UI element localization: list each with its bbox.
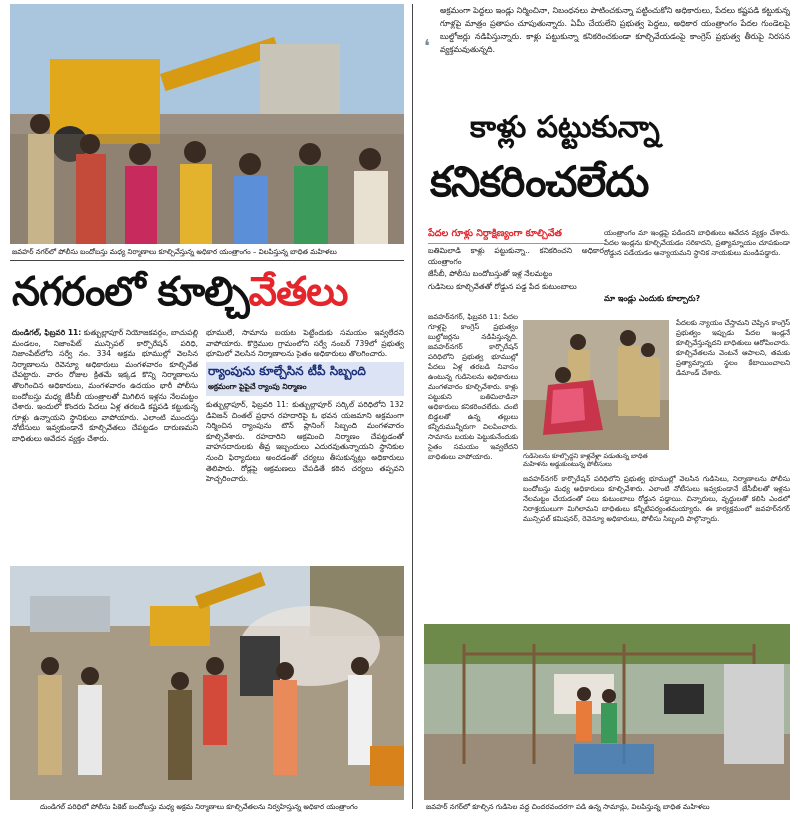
- woman-pleading-image: [523, 320, 669, 450]
- right-story-lower-text: జవహర్‌నగర్ కార్పొరేషన్ పరిధిలోని ప్రభుత్వ భూముల్లో వెలసిన గుడిసెలు, నిర్మాణాలను పోలీసు బందోబస్తు మధ్య అధికారులు కూల్చివేశారు. ఎలాంటి నోటీసులు ఇవ్వకుండానే జేసీబీలతో ఇళ్లను నేలమట్టం చేయడంతో పలు కుటుంబాలు రోడ్డున పడ్డాయి. చిన్నారులు, వృద్ధులతో కలిసి ఎండలో నిరాశ్రయులుగా మిగిలామని బాధితులు కన్నీటిపర్యంతమయ్యారు. ఈ కార్యక్రమంలో జవహర్‌నగర్ మున్సిపల్ కమిషనర్, రెవెన్యూ అధికారులు, పోలీసు సిబ్బంది పాల్గొన్నారు.: [523, 475, 790, 523]
- left-story-col2: [206, 328, 404, 358]
- left-headline-part1: నగరంలో కూల్చి: [12, 269, 249, 315]
- right-story-col3-text: పేదలకు న్యాయం చేస్తామని చెప్పిన కాంగ్రెస్ ప్రభుత్వం ఇప్పుడు పేదల ఇండ్లనే కూల్చివేస్తున్నదని బాధితులు ఆరోపించారు. కూల్చివేతలను వెంటనే ఆపాలని, తమకు ప్రత్యామ్నాయ స్థలం కేటాయించాలని డిమాండ్ చేశారు.: [676, 319, 790, 377]
- left-sub-story: [206, 400, 404, 550]
- column-divider: [412, 4, 413, 809]
- demolition-site-image: [10, 566, 404, 800]
- right-headline-line2: కనికరించలేదు: [430, 157, 649, 206]
- right-deck-line-2: జేసీబీ, పోలీసు బందోబస్తుతో ఇళ్ల నేలమట్టం: [428, 269, 553, 278]
- right-deck-line-1: బతిమిలాడి కాళ్లు పట్టుకున్నా.. కనికరించని అధికార యంత్రాంగం: [428, 246, 604, 266]
- left-headline: [12, 262, 406, 322]
- quote-mark-icon: ❛: [424, 36, 430, 57]
- right-middle-photo-caption: గుడిసెలను కూల్చొద్దని కాళ్లవేళ్లా పడుతున్న బాధిత మహిళను అడ్డుకుంటున్న పోలీసులు: [523, 452, 648, 468]
- right-story-col2-text: యంత్రాంగం మా ఇండ్లపై పడిందని బాధితులు ఆవేదన వ్యక్తం చేశారు. పేదల ఇండ్లను కూల్చివేయడం సరికాదని, ప్రత్యామ్నాయం చూపకుండా రోడ్డున పడేయడం అన్యాయమని స్థానిక నాయకులు మండిపడ్డారు.: [604, 229, 790, 257]
- left-subhead: ర్యాంపును కూల్చేసిన టీపీ సిబ్బంది: [208, 364, 366, 378]
- right-intro-text: అక్రమంగా పెద్దలు ఇండ్లు నిర్మించినా, నిబంధనలు పాటించకున్నా పట్టించుకోని అధికారులు, పేదలు కష్టపడి కట్టుకున్న గూళ్లపై మాత్రం ప్రతాపం చూపుతున్నారు. ఏమీ చేయలేని ప్రభుత్వ పెద్దలు, అధికార యంత్రాంగం పేదల గుండెలపై బుల్డోజర్లు నడిపిస్తున్నారు. కాళ్లు పట్టుకున్నా కనికరించకుండా కూల్చివేయడంపై కాంగ్రెస్ ప్రభుత్వ తీరుపై నిరసన వ్యక్తమవుతున్నది.: [440, 6, 790, 54]
- bottom-left-photo: [10, 566, 404, 800]
- right-story-col1-text: జవహర్‌నగర్, ఫిబ్రవరి 11: పేదల గూళ్లపై కాంగ్రెస్ ప్రభుత్వం బుల్డోజర్లను నడిపిస్తున్నది. జవహర్‌నగర్ కార్పొరేషన్ పరిధిలోని ప్రభుత్వ భూముల్లో పేదలు ఏళ్ల తరబడి నివాసం ఉంటున్న గుడిసెలను అధికారులు మంగళవారం కూల్చివేశారు. కాళ్లు పట్టుకుని బతిమిలాడినా అధికారులు కనికరించలేదు. చంటి బిడ్డలతో ఉన్న తల్లులు కన్నీరుమున్నీరుగా విలపించారు. సామాను బయట పెట్టుకునేందుకు సైతం సమయం ఇవ్వలేదని బాధితులు వాపోయారు.: [428, 313, 518, 461]
- top-left-photo-caption: జవహర్ నగర్‌లో పోలీసు బందోబస్తు మధ్య నిర్మాణాలు కూల్చివేస్తున్న అధికార యంత్రాంగం – విలపిస్తున్న బాధిత మహిళలు: [12, 248, 337, 256]
- bottom-right-photo-caption: జవహర్ నగర్‌లో కూల్చిన గుడిసెల వద్ద చిందరవందరగా పడి ఉన్న సామాన్లు, విలపిస్తున్న బాధిత మహిళలు: [426, 803, 710, 811]
- left-story-col1: [12, 328, 198, 550]
- top-left-photo: [10, 4, 404, 244]
- right-story-lower: [523, 474, 790, 622]
- demolition-crowd-image: [10, 4, 404, 244]
- demolished-huts-image: [424, 624, 790, 800]
- right-subhead: పేదల గూళ్లు నిర్దాక్షిణ్యంగా కూల్చివేత: [428, 228, 604, 244]
- right-story-col1: [428, 312, 518, 618]
- right-story-col3: [676, 318, 790, 470]
- bottom-left-photo-caption: దుండిగల్ పరిధిలో పోలీసు పికెట్ బందోబస్తు మధ్య అక్రమ నిర్మాణాలు కూల్చివేతలను నిర్వహిస్తున్న అధికార యంత్రాంగం: [40, 803, 358, 811]
- right-story-col2: [604, 228, 790, 290]
- left-dateline: దుండిగల్, ఫిబ్రవరి 11:: [12, 328, 82, 337]
- left-sub-story-text: కుత్బుల్లాపూర్, ఫిబ్రవరి 11: కుత్బుల్లాపూర్ సర్కిల్ పరిధిలోని 132 డివిజన్ చింతల్ ప్రధాన రహదారిపై ఓ భవన యజమాని అక్రమంగా నిర్మించిన ర్యాంపును టౌన్ ప్లానింగ్ సిబ్బంది మంగళవారం కూల్చివేశారు. రహదారిని ఆక్రమించి నిర్మాణం చేపట్టడంతో వాహనదారులకు తీవ్ర ఇబ్బందులు ఎదురవుతున్నాయని స్థానికుల నుంచి ఫిర్యాదులు అందడంతో చర్యలు తీసుకున్నట్లు అధికారులు తెలిపారు. రోడ్లపై ఆక్రమణలు చేపడితే కఠిన చర్యలు తప్పవని హెచ్చరించారు.: [206, 400, 404, 484]
- left-headline-part2: వేతలు: [248, 269, 348, 315]
- right-deck-line-3: గుడిసెలు కూల్చివేతతో రోడ్డున పడ్డ పేద కుటుంబాలు: [428, 281, 577, 291]
- left-story-col2-text: భూములే, సామాను బయట పెట్టేందుకు సమయం ఇవ్వలేదని వాపోయారు. కొర్రెముల గ్రామంలోని సర్వే నంబర్ 739లో ప్రభుత్వ భూమిలో వెలసిన నిర్మాణాలను సైతం అధికారులు తొలగించారు.: [206, 328, 404, 358]
- right-deck: [428, 246, 604, 308]
- left-story-col1-text: కుత్బుల్లాపూర్ నియోజకవర్గం, బాచుపల్లి మండలం, నిజాంపేట్ మున్సిపల్ కార్పొరేషన్ పరిధి, నిజాంపేట్‌లోని సర్వే నం. 334 అక్రమ భూముల్లో వెలసిన నిర్మాణాలను రెవెన్యూ అధికారులు మంగళవారం కూల్చివేత చేపట్టారు. వారం రోజుల క్రితమే ఇక్కడ కొన్ని నిర్మాణాలను తొలగించిన అధికారులు, మంగళవారం ఉదయం భారీ పోలీసు బందోబస్తు మధ్య జేసీబీ యంత్రాలతో మిగిలిన ఇళ్లను నేలమట్టం చేశారు. ఇందులో కొందరు పేదలు ఏళ్ల తరబడి కష్టపడి కట్టుకున్న గూళ్లు ఉన్నాయని స్థానికులు వాపోయారు. ఎలాంటి ముందస్తు నోటీసులు ఇవ్వకుండానే కూల్చివేతలు చేపట్టడం దారుణమని బాధితులు ఆవేదన వ్యక్తం చేశారు.: [12, 328, 198, 443]
- right-headline-line1: కాళ్లు పట్టుకున్నా: [470, 110, 660, 145]
- divider: [10, 260, 404, 261]
- bottom-right-photo: [424, 624, 790, 800]
- right-quote-head: మా ఇండ్లు ఎందుకు కూల్చారు?: [604, 294, 701, 303]
- right-middle-photo: [523, 320, 669, 450]
- left-subhead-deck: అక్రమంగా పైపైచే ర్యాంపు నిర్మాణం: [208, 382, 307, 391]
- right-intro: [440, 4, 790, 104]
